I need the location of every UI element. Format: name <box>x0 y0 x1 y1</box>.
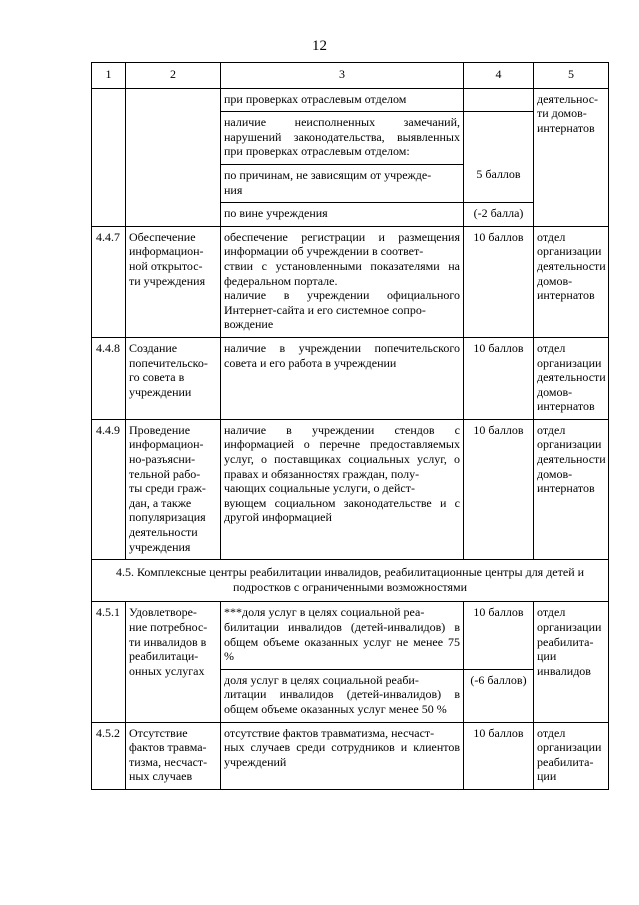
row-indicator: Удовлетворе- ние потребнос- ти инвалидов в реабилитаци- онных услугах <box>126 602 221 722</box>
row-points: 10 баллов <box>464 722 534 789</box>
cont-points-4: (-2 балла) <box>464 203 534 227</box>
page-number: 12 <box>312 38 327 54</box>
row-points: 10 баллов <box>464 419 534 559</box>
row-points: 10 баллов <box>464 226 534 337</box>
cont-points-2 <box>464 112 534 165</box>
row-criteria-b: доля услуг в целях социальной реаби- литации инвалидов (детей-инвалидов) в общем объеме оказанных услуг менее 50 % <box>221 669 464 722</box>
row-points-b: (-6 баллов) <box>464 669 534 722</box>
header-col-2: 2 <box>126 63 221 89</box>
row-criteria-a: ***доля услуг в целях социальной реа- билитации инвалидов (детей-инвалидов) в общем объеме оказанных услуг не менее 75 % <box>221 602 464 669</box>
table-row <box>92 722 609 789</box>
table-row <box>92 419 609 559</box>
criteria-table <box>91 62 609 790</box>
table-row <box>92 226 609 337</box>
cont-criteria-1: при проверках отраслевым отделом <box>221 88 464 112</box>
table-row <box>92 337 609 419</box>
row-responsible: отдел организации реабилита- ции инвалидов <box>534 602 609 722</box>
header-col-1: 1 <box>92 63 126 89</box>
cont-num-cell <box>92 88 126 226</box>
row-responsible: отдел организации деятельности домов- интернатов <box>534 419 609 559</box>
row-number: 4.4.9 <box>92 419 126 559</box>
table-row <box>92 88 609 112</box>
row-number: 4.5.1 <box>92 602 126 722</box>
cont-responsible: деятельнос- ти домов- интернатов <box>534 88 609 226</box>
cont-criteria-2: наличие неисполненных замечаний, нарушений законодательства, выявленных при проверках отраслевым отделом: <box>221 112 464 165</box>
header-col-4: 4 <box>464 63 534 89</box>
row-number: 4.5.2 <box>92 722 126 789</box>
row-indicator: Отсутствие фактов травма- тизма, несчаст- ных случаев <box>126 722 221 789</box>
row-number: 4.4.8 <box>92 337 126 419</box>
section-row <box>92 560 609 602</box>
table-header-row <box>92 63 609 89</box>
section-heading-4-5: 4.5. Комплексные центры реабилитации инвалидов, реабилитационные центры для детей и подростков с ограниченными возможностями <box>92 560 609 602</box>
row-indicator: Обеспечение информацион- ной открытос- ти учреждения <box>126 226 221 337</box>
cont-points-1 <box>464 88 534 112</box>
row-points: 10 баллов <box>464 337 534 419</box>
row-indicator: Проведение информацион- но-разъясни- тельной рабо- ты среди граж- дан, а также популяризация деятельности учреждения <box>126 419 221 559</box>
cont-points-3: 5 баллов <box>464 164 534 202</box>
cont-criteria-3: по причинам, не зависящим от учрежде- ния <box>221 164 464 202</box>
row-number: 4.4.7 <box>92 226 126 337</box>
cont-name-cell <box>126 88 221 226</box>
row-criteria: обеспечение регистрации и размещения информации об учреждении в соответ- ствии с установленными показателями на федеральном портале. наличие в учреждении официального Интернет-сайта и его системное сопро- вождение <box>221 226 464 337</box>
table-row <box>92 602 609 669</box>
header-col-5: 5 <box>534 63 609 89</box>
row-responsible: отдел организации деятельности домов- интернатов <box>534 226 609 337</box>
row-criteria: наличие в учреждении стендов с информацией о перечне предоставляемых услуг, о поставщиках социальных услуг, о правах и обязанностях граждан, полу- чающих социальные услуги, о дейст- вующем социальном законодательстве и с другой информацией <box>221 419 464 559</box>
cont-criteria-4: по вине учреждения <box>221 203 464 227</box>
row-responsible: отдел организации деятельности домов- интернатов <box>534 337 609 419</box>
row-responsible: отдел организации реабилита- ции <box>534 722 609 789</box>
row-indicator: Создание попечительско- го совета в учреждении <box>126 337 221 419</box>
row-criteria: отсутствие фактов травматизма, несчаст- ных случаев среди сотрудников и клиентов учреждений <box>221 722 464 789</box>
row-points-a: 10 баллов <box>464 602 534 669</box>
row-criteria: наличие в учреждении попечительского совета и его работа в учреждении <box>221 337 464 419</box>
header-col-3: 3 <box>221 63 464 89</box>
